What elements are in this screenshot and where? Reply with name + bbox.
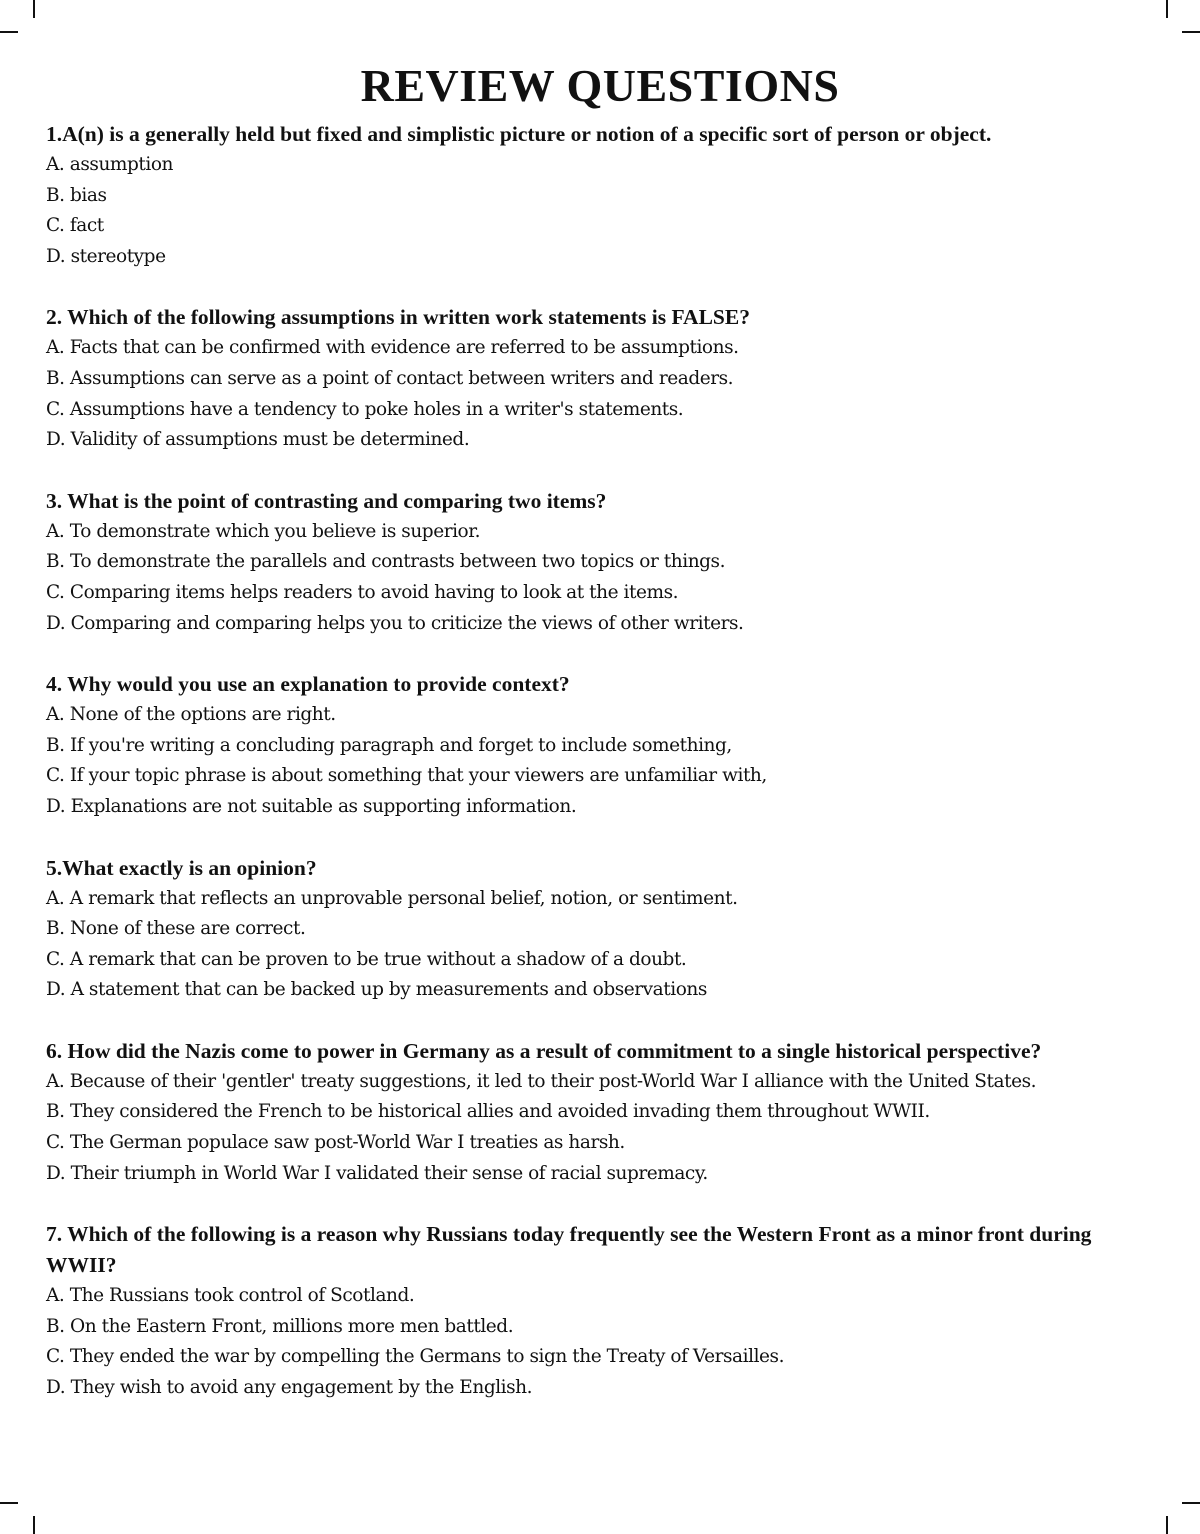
question-2 [46,302,1156,455]
option-list [46,517,1156,639]
crop-mark-top-left-horizontal [0,31,18,33]
question-6 [46,1036,1156,1189]
option-b: B. Assumptions can serve as a point of contact between writers and readers. [46,367,734,389]
option-b: B. If you're writing a concluding paragraph and forget to include something, [46,734,732,756]
crop-mark-top-right-horizontal [1182,31,1200,33]
option-list [46,700,1156,822]
page-title: REVIEW QUESTIONS [360,60,840,111]
option-c: C. Comparing items helps readers to avoid having to look at the items. [46,581,679,603]
question-7 [46,1219,1156,1403]
question-list [46,119,1156,1434]
question-text: 5.What exactly is an opinion? [46,855,317,880]
option-c: C. The German populace saw post-World War I treaties as harsh. [46,1132,625,1154]
option-list [46,150,1156,272]
crop-mark-top-right-vertical [1166,0,1168,18]
option-b: B. To demonstrate the parallels and contrasts between two topics or things. [46,551,726,573]
crop-mark-bottom-left-vertical [33,1516,35,1534]
question-1 [46,119,1156,272]
option-list [46,884,1156,1006]
crop-mark-top-left-vertical [33,0,35,18]
question-text: 3. What is the point of contrasting and comparing two items? [46,488,607,513]
option-c: C. A remark that can be proven to be true without a shadow of a doubt. [46,948,687,970]
question-4 [46,669,1156,822]
option-c: C. Assumptions have a tendency to poke holes in a writer's statements. [46,398,684,420]
question-text: 7. Which of the following is a reason why Russians today frequently see the Western Front as a minor front during WWII? [46,1222,1092,1278]
question-3 [46,486,1156,639]
option-list [46,333,1156,455]
option-d: D. They wish to avoid any engagement by the English. [46,1377,533,1399]
option-d: D. Comparing and comparing helps you to criticize the views of other writers. [46,612,744,634]
crop-mark-bottom-left-horizontal [0,1502,18,1504]
option-d: D. stereotype [46,245,166,267]
option-b: B. They considered the French to be historical allies and avoided invading them throughout WWII. [46,1101,930,1123]
question-text: 2. Which of the following assumptions in written work statements is FALSE? [46,305,750,330]
option-a: A. To demonstrate which you believe is superior. [46,520,481,542]
question-text: 6. How did the Nazis come to power in Germany as a result of commitment to a single historical perspective? [46,1038,1042,1063]
option-list [46,1067,1156,1189]
option-b: B. bias [46,184,107,206]
question-5 [46,853,1156,1006]
crop-mark-bottom-right-horizontal [1182,1502,1200,1504]
question-text: 1.A(n) is a generally held but fixed and simplistic picture or notion of a specific sort of person or object. [46,122,992,146]
option-a: A. None of the options are right. [46,704,336,726]
option-d: D. Explanations are not suitable as supporting information. [46,795,577,817]
option-b: B. None of these are correct. [46,918,306,940]
option-c: C. If your topic phrase is about something that your viewers are unfamiliar with, [46,765,767,787]
question-text: 4. Why would you use an explanation to provide context? [46,672,570,697]
crop-mark-bottom-right-vertical [1166,1516,1168,1534]
option-a: A. assumption [46,154,173,175]
option-d: D. A statement that can be backed up by measurements and observations [46,979,707,1001]
option-a: A. Because of their 'gentler' treaty suggestions, it led to their post-World War I alliance with the United States. [46,1070,1037,1092]
option-a: A. The Russians took control of Scotland. [46,1285,415,1307]
option-a: A. A remark that reflects an unprovable personal belief, notion, or sentiment. [46,887,738,909]
option-a: A. Facts that can be confirmed with evidence are referred to be assumptions. [46,337,739,359]
option-c: C. fact [46,215,104,237]
option-c: C. They ended the war by compelling the Germans to sign the Treaty of Versailles. [46,1346,785,1368]
option-list [46,1281,1156,1403]
option-d: D. Their triumph in World War I validated their sense of racial supremacy. [46,1162,708,1184]
option-d: D. Validity of assumptions must be determined. [46,429,470,451]
option-b: B. On the Eastern Front, millions more men battled. [46,1315,514,1337]
